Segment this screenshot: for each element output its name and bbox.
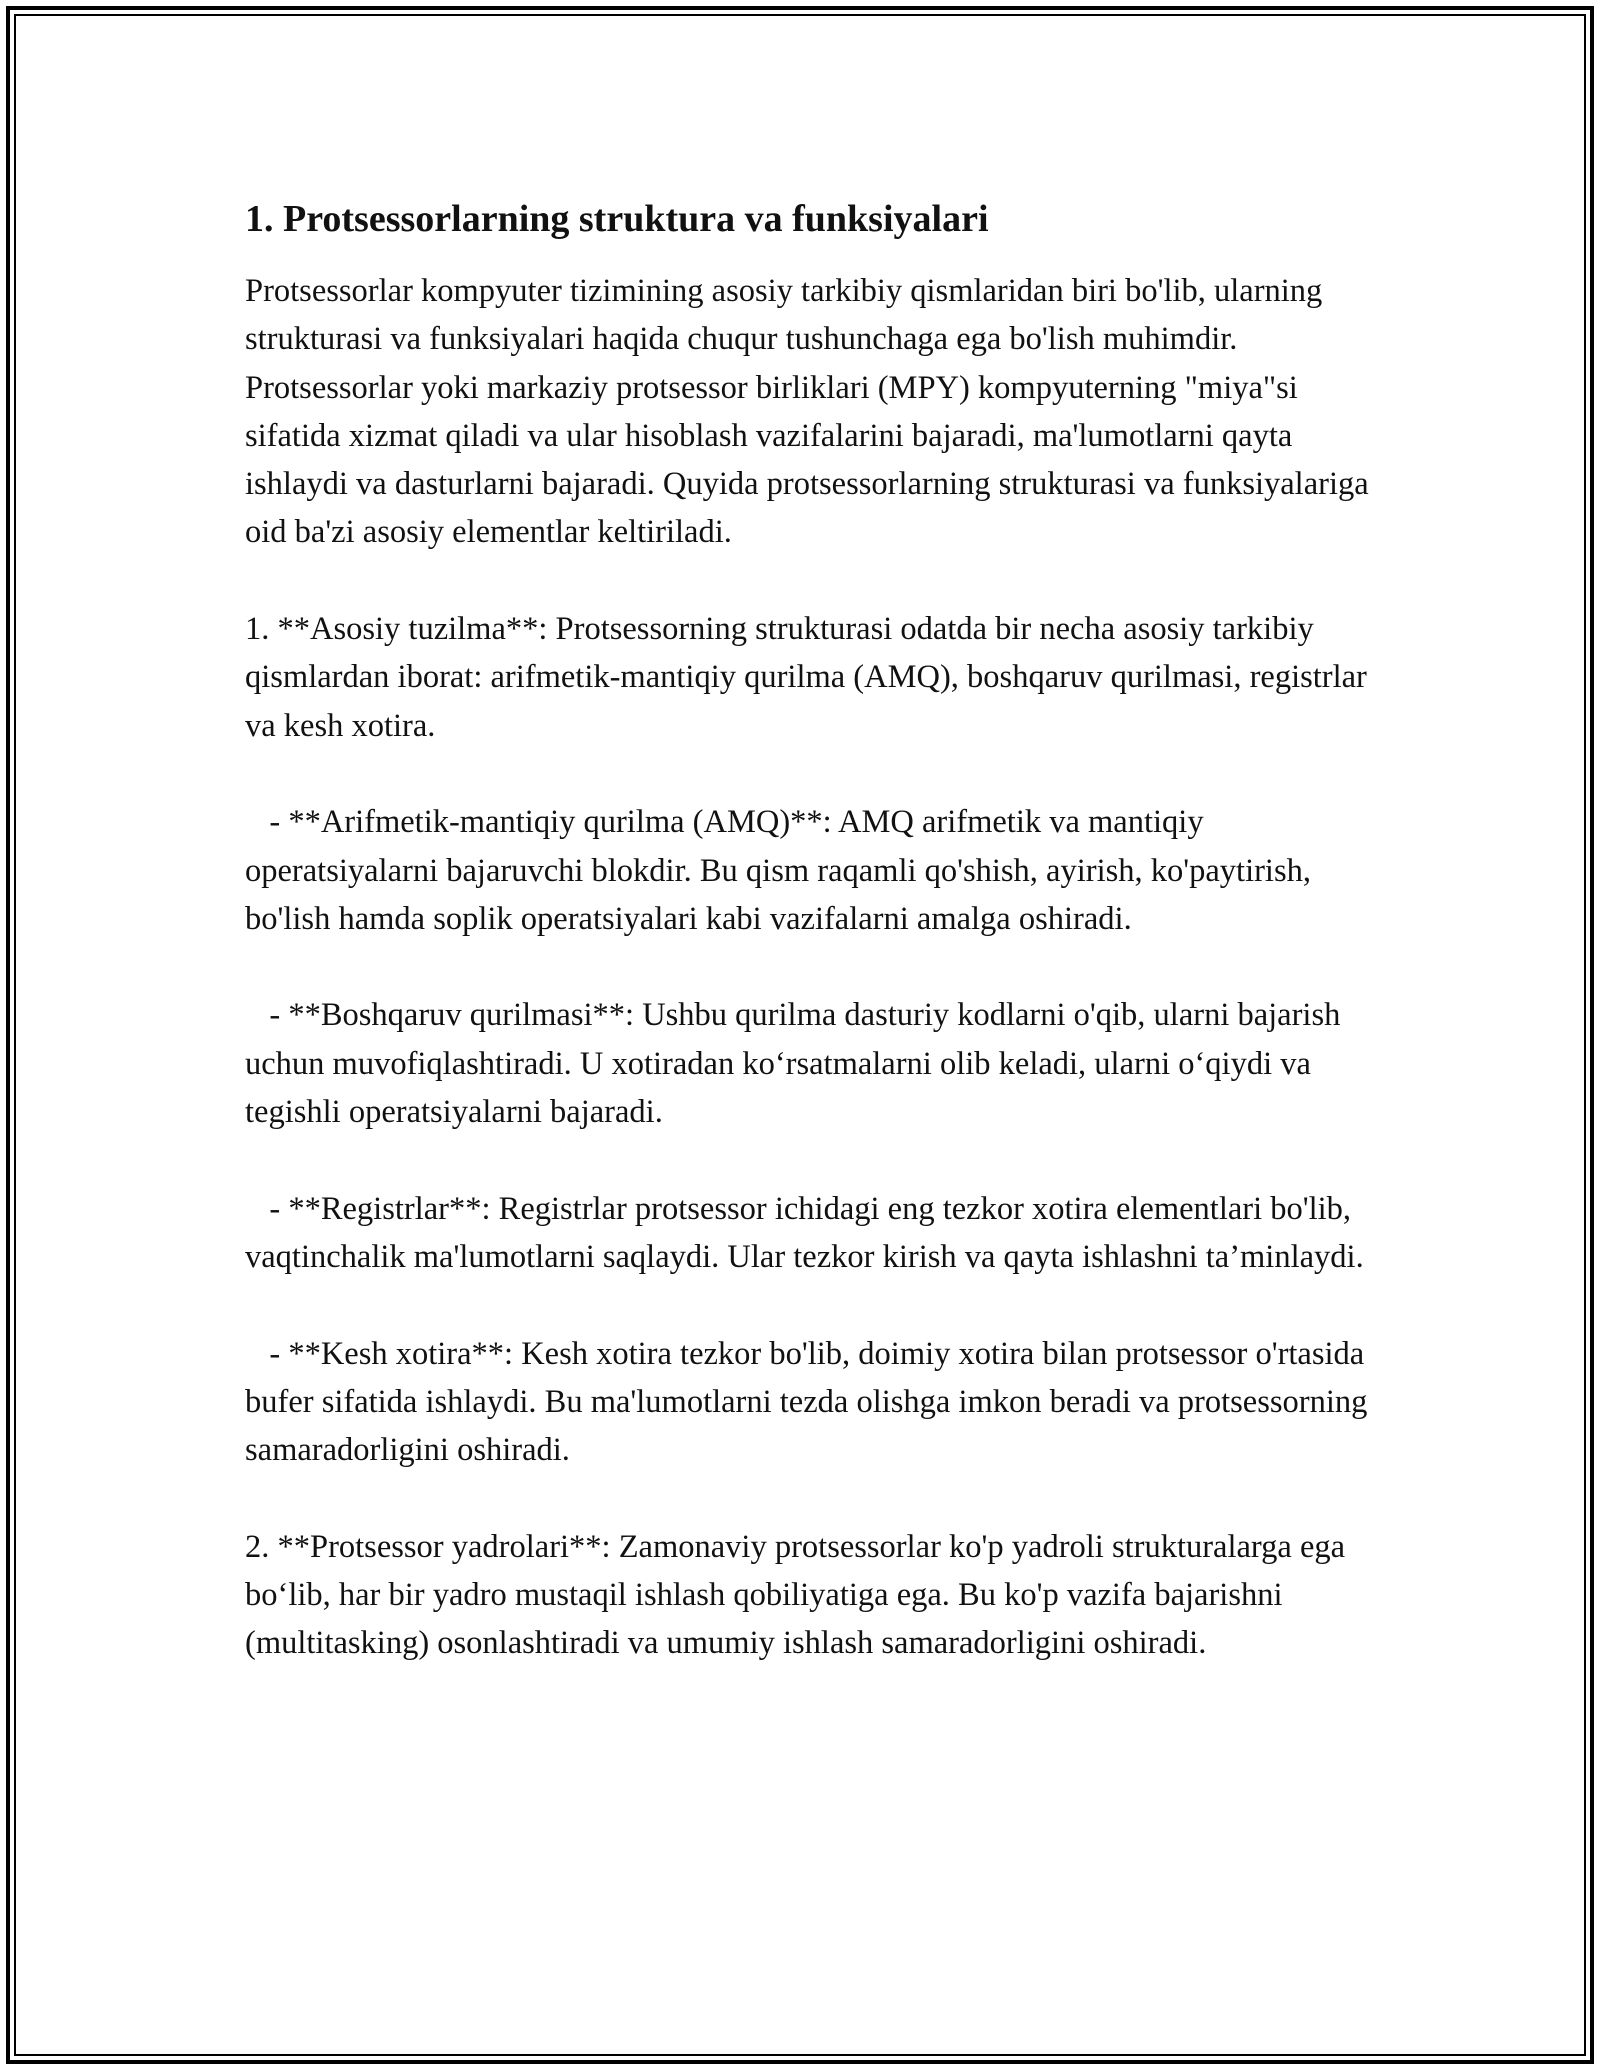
document-content (245, 195, 1385, 1716)
paragraph-intro: Protsessorlar kompyuter tizimining asosiy tarkibiy qismlaridan biri bo'lib, ularning strukturasi va funksiyalari haqida chuqur tushunchaga ega bo'lish muhimdir. Protsessorlar yoki markaziy protsessor birliklari (MPY) kompyuterning "miya"si sifatida xizmat qiladi va ular hisoblash vazifalarini bajaradi, ma'lumotlarni qayta ishlaydi va dasturlarni bajaradi. Quyida protsessorlarning strukturasi va funksiyalariga oid ba'zi asosiy elementlar keltiriladi. (245, 273, 1377, 551)
paragraph-registers: - **Registrlar**: Registrlar protsessor ichidagi eng tezkor xotira elementlari bo'lib, vaqtinchalik ma'lumotlarni saqlaydi. Ular tezkor kirish va qayta ishlashni ta’minlaydi. (245, 1190, 1364, 1275)
paragraph-processor-cores: 2. **Protsessor yadrolari**: Zamonaviy protsessorlar ko'p yadroli strukturalarga ega bo‘lib, har bir yadro mustaqil ishlash qobiliyatiga ega. Bu ko'p vazifa bajarishni (multitasking) osonlashtiradi va umumiy ishlash samaradorligini oshiradi. (245, 1528, 1354, 1662)
paragraph-basic-structure: 1. **Asosiy tuzilma**: Protsessorning strukturasi odatda bir necha asosiy tarkibiy qismlardan iborat: arifmetik-mantiqiy qurilma (AMQ), boshqaruv qurilmasi, registrlar va kesh xotira. (245, 611, 1376, 744)
document-title: 1. Protsessorlarning struktura va funksiyalari (245, 198, 989, 240)
paragraph-control-unit: - **Boshqaruv qurilmasi**: Ushbu qurilma dasturiy kodlarni o'qib, ularni bajarish uchun muvofiqlashtiradi. U xotiradan ko‘rsatmalarni olib keladi, ularni o‘qiydi va tegishli operatsiyalarni bajaradi. (245, 997, 1349, 1131)
page-frame (6, 6, 1594, 2064)
paragraph-alu: - **Arifmetik-mantiqiy qurilma (AMQ)**: AMQ arifmetik va mantiqiy operatsiyalarni bajaruvchi blokdir. Bu qism raqamli qo'shish, ayirish, ko'paytirish, bo'lish hamda soplik operatsiyalari kabi vazifalarni amalga oshiradi. (245, 804, 1320, 937)
paragraph-cache-memory: - **Kesh xotira**: Kesh xotira tezkor bo'lib, doimiy xotira bilan protsessor o'rtasida bufer sifatida ishlaydi. Bu ma'lumotlarni tezda olishga imkon beradi va protsessorning samaradorligini oshiradi. (245, 1335, 1376, 1469)
